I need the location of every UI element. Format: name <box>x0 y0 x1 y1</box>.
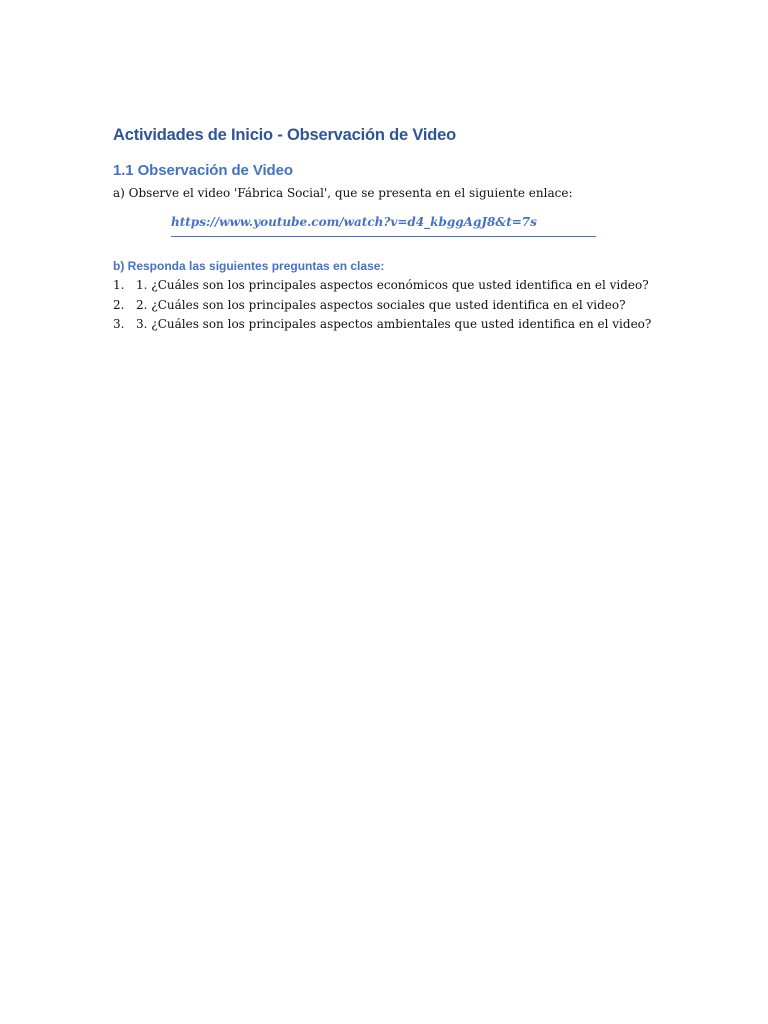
list-item-text: 3. ¿Cuáles son los principales aspectos ambientales que usted identifica en el video? <box>136 317 652 331</box>
document-content <box>113 122 653 335</box>
list-item-number: 2. <box>113 297 125 312</box>
video-link-block <box>171 213 596 237</box>
page-title: Actividades de Inicio - Observación de Video <box>113 126 457 144</box>
video-link[interactable]: https://www.youtube.com/watch?v=d4_kbggAgJ8&t=7s <box>171 215 537 229</box>
list-item-number: 3. <box>113 317 125 331</box>
list-item <box>113 296 653 316</box>
list-item <box>113 315 653 335</box>
list-item-text: 1. ¿Cuáles son los principales aspectos económicos que usted identifica en el video? <box>136 278 649 292</box>
section-title: 1.1 Observación de Video <box>113 162 293 179</box>
list-item-number: 1. <box>113 278 125 292</box>
questions-list <box>113 276 653 335</box>
questions-heading: b) Responda las siguientes preguntas en clase: <box>113 259 385 273</box>
list-item <box>113 276 653 296</box>
intro-paragraph: a) Observe el video 'Fábrica Social', que se presenta en el siguiente enlace: <box>113 186 573 200</box>
list-item-text: 2. ¿Cuáles son los principales aspectos sociales que usted identifica en el video? <box>136 297 626 312</box>
